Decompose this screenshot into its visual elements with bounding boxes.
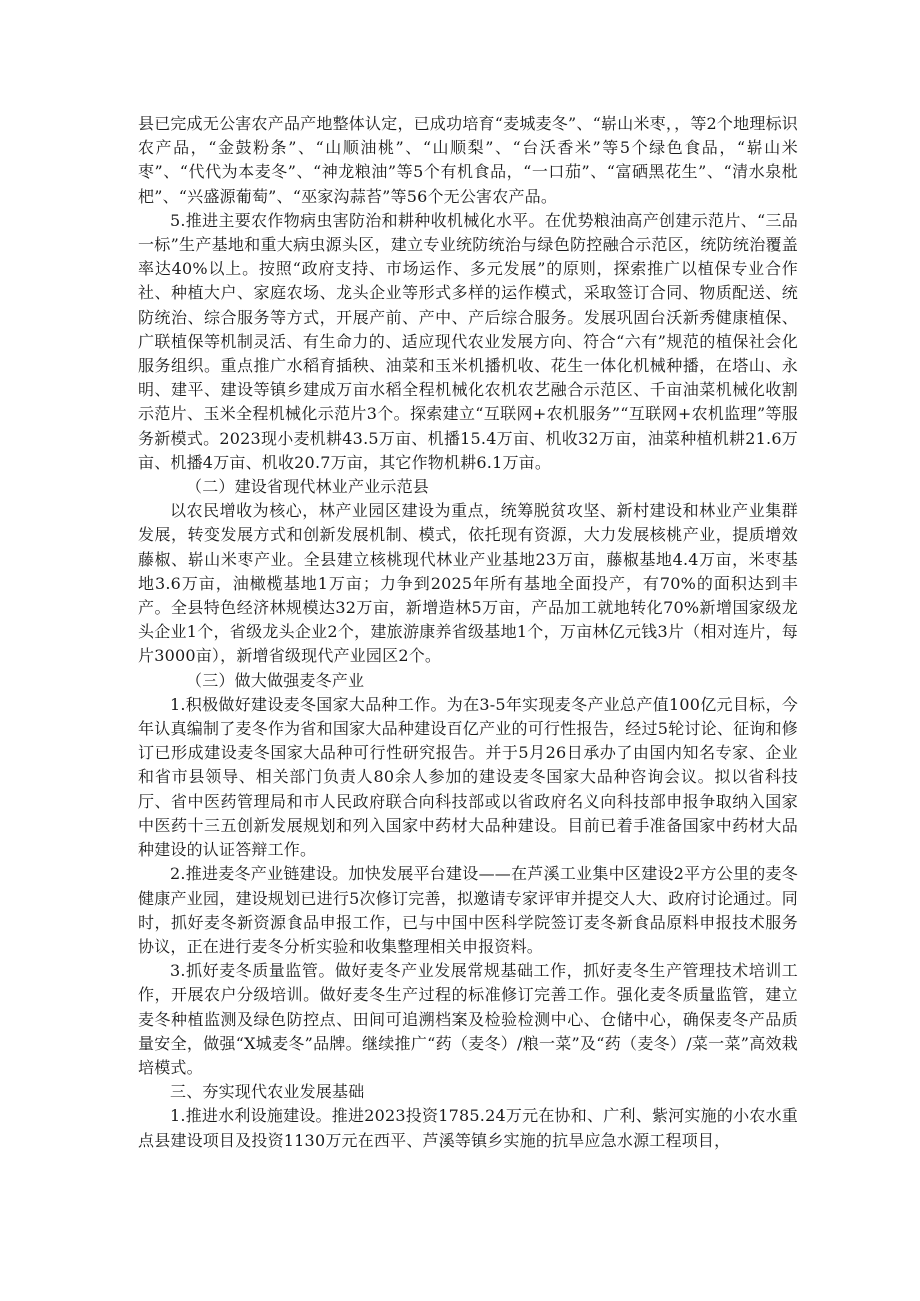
- paragraph-pest-control-mechanization: 5.推进主要农作物病虫害防治和耕种收机械化水平。在优势粮油高产创建示范片、“三品一标”生产基地和重大病虫源头区，建立专业统防统治与绿色防控融合示范区，统防统治覆盖率达40%以上。按照“政府支持、市场运作、多元发展”的原则，探索推广以植保专业合作社、种植大户、家庭农场、龙头企业等形式多样的运作模式，采取签订合同、物质配送、统防统治、综合服务等方式，开展产前、产中、产后综合服务。发展巩固台沃新秀健康植保、广联植保等机制灵活、有生命力的、适应现代农业发展方向、符合“六有”规范的植保社会化服务组织。重点推广水稻育插秧、油菜和玉米机播机收、花生一体化机械种播，在塔山、永明、建平、建设等镇乡建成万亩水稻全程机械化农机农艺融合示范区、千亩油菜机械化收割示范片、玉米全程机械化示范片3个。探索建立“互联网+农机服务”“互联网+农机监理”等服务新模式。2023现小麦机耕43.5万亩、机播15.4万亩、机收32万亩，油菜种植机耕21.6万亩、机播4万亩、机收20.7万亩，其它作物机耕6.1万亩。: [138, 210, 798, 472]
- section-heading-forestry: （二）建设省现代林业产业示范县: [186, 477, 430, 497]
- section-heading-maidong: （三）做大做强麦冬产业: [186, 670, 365, 690]
- paragraph-maidong-variety: 1.积极做好建设麦冬国家大品种工作。为在3-5年实现麦冬产业总产值100亿元目标，今年认真编制了麦冬作为省和国家大品种建设百亿产业的可行性报告，经过5轮讨论、征询和修订已形成建设麦冬国家大品种可行性研究报告。并于5月26日承办了由国内知名专家、企业和省市县领导、相关部门负责人80余人参加的建设麦冬国家大品种咨询会议。拟以省科技厅、省中医药管理局和市人民政府联合向科技部或以省政府名义向科技部申报争取纳入国家中医药十三五创新发展规划和列入国家中药材大品种建设。目前已着手准备国家中药材大品种建设的认证答辩工作。: [138, 694, 798, 860]
- paragraph-forestry: 以农民增收为核心，林产业园区建设为重点，统筹脱贫攻坚、新村建设和林业产业集群发展，转变发展方式和创新发展机制、模式，依托现有资源，大力发展核桃产业，提质增效藤椒、崭山米枣产业。全县建立核桃现代林业产业基地23万亩，藤椒基地4.4万亩，米枣基地3.6万亩，油橄榄基地1万亩；力争到2025年所有基地全面投产，有70%的面积达到丰产。全县特色经济林规模达32万亩，新增造林5万亩，产品加工就地转化70%新增国家级龙头企业1个，省级龙头企业2个，建旅游康养省级基地1个，万亩林亿元钱3片（相对连片，每片3000亩），新增省级现代产业园区2个。: [138, 501, 798, 666]
- paragraph-maidong-chain: 2.推进麦冬产业链建设。加快发展平台建设——在芦溪工业集中区建设2平方公里的麦冬健康产业园，建设规划已进行5次修订完善，拟邀请专家评审并提交人大、政府讨论通过。同时，抓好麦冬新资源食品申报工作，已与中国中医科学院签订麦冬新食品原料申报技术服务协议，正在进行麦冬分析实验和收集整理相关申报资料。: [138, 864, 798, 956]
- paragraph-water-facilities: 1.推进水利设施建设。推进2023投资1785.24万元在协和、广利、紫河实施的小农水重点县建设项目及投资1130万元在西平、芦溪等镇乡实施的抗旱应急水源工程项目，: [138, 1106, 798, 1150]
- section-heading-foundation: 三、夯实现代农业发展基础: [170, 1082, 365, 1102]
- document-body: [138, 112, 798, 1153]
- paragraph-maidong-quality: 3.抓好麦冬质量监管。做好麦冬产业发展常规基础工作，抓好麦冬生产管理技术培训工作，开展农户分级培训。做好麦冬生产过程的标准修订完善工作。强化麦冬质量监管，建立麦冬种植监测及绿色防控点、田间可追溯档案及检验检测中心、仓储中心，确保麦冬产品质量安全，做强“X城麦冬”品牌。继续推广“药（麦冬）/粮一菜”及“药（麦冬）/菜一菜”高效栽培模式。: [138, 961, 798, 1077]
- paragraph-green-products: 县已完成无公害农产品产地整体认定，已成功培育“麦城麦冬”、“崭山米枣，，等2个地理标识农产品，“金鼓粉条”、“山顺油桃”、“山顺梨”、“台沃香米”等5个绿色食品，“崭山米枣”、“代代为本麦冬”、“神龙粮油”等5个有机食品，“一口茄”、“富硒黑花生”、“清水泉枇杷”、“兴盛源葡萄”、“巫家沟蒜苔”等56个无公害农产品。: [138, 114, 798, 206]
